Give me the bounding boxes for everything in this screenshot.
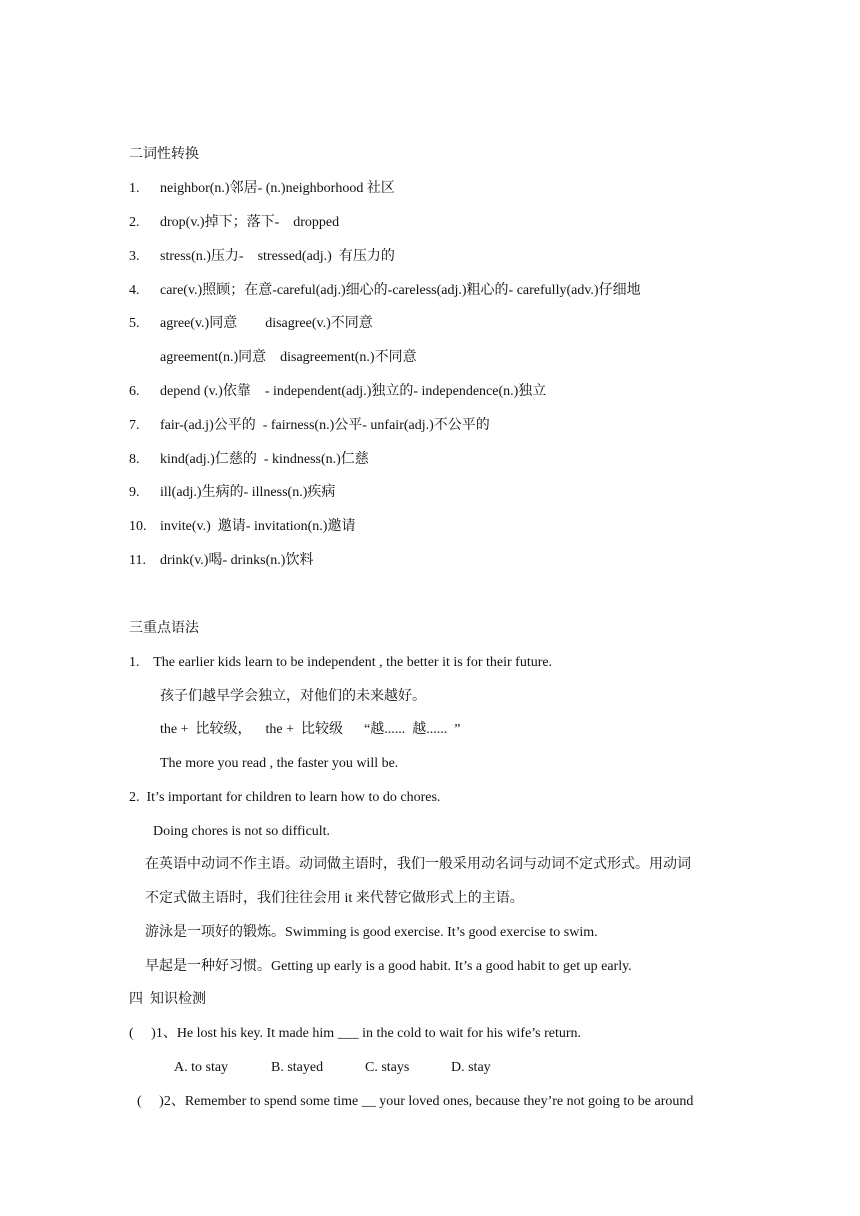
word-form-item: ill(adj.)生病的- illness(n.)疾病 xyxy=(160,485,336,500)
item-number: 1. xyxy=(129,181,140,196)
grammar-example: 早起是一种好习惯。Getting up early is a good habit. It’s a good habit to get up early. xyxy=(145,959,632,974)
word-form-item: invite(v.) 邀请- invitation(n.)邀请 xyxy=(160,519,356,534)
word-form-item: care(v.)照顾；在意-careful(adj.)细心的-careless(adj.)粗心的- carefully(adv.)仔细地 xyxy=(160,283,641,298)
grammar-example: Doing chores is not so difficult. xyxy=(153,824,331,839)
item-number: 11. xyxy=(129,553,146,568)
item-number: 6. xyxy=(129,384,140,399)
grammar-translation: 孩子们越早学会独立，对他们的未来越好。 xyxy=(160,689,426,704)
word-form-item-continuation: agreement(n.)同意 disagreement(n.)不同意 xyxy=(160,350,417,365)
question-2: ( )2、Remember to spend some time __ your loved ones, because they’re not going to be around xyxy=(137,1094,694,1109)
item-number: 7. xyxy=(129,418,140,433)
section-heading-grammar: 三重点语法 xyxy=(129,621,199,636)
word-form-item: fair-(ad.j)公平的 - fairness(n.)公平- unfair(adj.)不公平的 xyxy=(160,418,490,433)
item-number: 9. xyxy=(129,485,140,500)
word-form-item: kind(adj.)仁慈的 - kindness(n.)仁慈 xyxy=(160,452,369,467)
grammar-explanation: 在英语中动词不作主语。动词做主语时，我们一般采用动名词与动词不定式形式。用动词 xyxy=(145,857,691,872)
section-heading-knowledge-check: 四 知识检测 xyxy=(129,992,206,1007)
grammar-explanation: 不定式做主语时，我们往往会用 it 来代替它做形式上的主语。 xyxy=(145,891,524,906)
word-form-item: neighbor(n.)邻居- (n.)neighborhood 社区 xyxy=(160,181,395,196)
word-form-item: drink(v.)喝- drinks(n.)饮料 xyxy=(160,553,314,568)
item-number: 5. xyxy=(129,316,140,331)
grammar-point: 1. The earlier kids learn to be independent , the better it is for their future. xyxy=(129,655,553,670)
item-number: 8. xyxy=(129,452,140,467)
word-form-item: stress(n.)压力- stressed(adj.) 有压力的 xyxy=(160,249,395,264)
option-b: B. stayed xyxy=(271,1060,324,1075)
grammar-pattern: the + 比较级， the + 比较级 “越...... 越...... ” xyxy=(160,722,461,737)
option-d: D. stay xyxy=(451,1060,491,1075)
section-heading-word-forms: 二词性转换 xyxy=(129,147,199,162)
word-form-item: depend (v.)依靠 - independent(adj.)独立的- independence(n.)独立 xyxy=(160,384,547,399)
grammar-point: 2. It’s important for children to learn how to do chores. xyxy=(129,790,441,805)
grammar-example: The more you read , the faster you will be. xyxy=(160,756,399,771)
item-number: 4. xyxy=(129,283,140,298)
item-number: 3. xyxy=(129,249,140,264)
grammar-example: 游泳是一项好的锻炼。Swimming is good exercise. It’s good exercise to swim. xyxy=(145,925,598,940)
word-form-item: drop(v.)掉下；落下- dropped xyxy=(160,215,340,230)
item-number: 2. xyxy=(129,215,140,230)
option-c: C. stays xyxy=(365,1060,410,1075)
question-1: ( )1、He lost his key. It made him ___ in the cold to wait for his wife’s return. xyxy=(129,1026,582,1041)
item-number: 10. xyxy=(129,519,147,534)
option-a: A. to stay xyxy=(174,1060,229,1075)
word-form-item: agree(v.)同意 disagree(v.)不同意 xyxy=(160,316,373,331)
